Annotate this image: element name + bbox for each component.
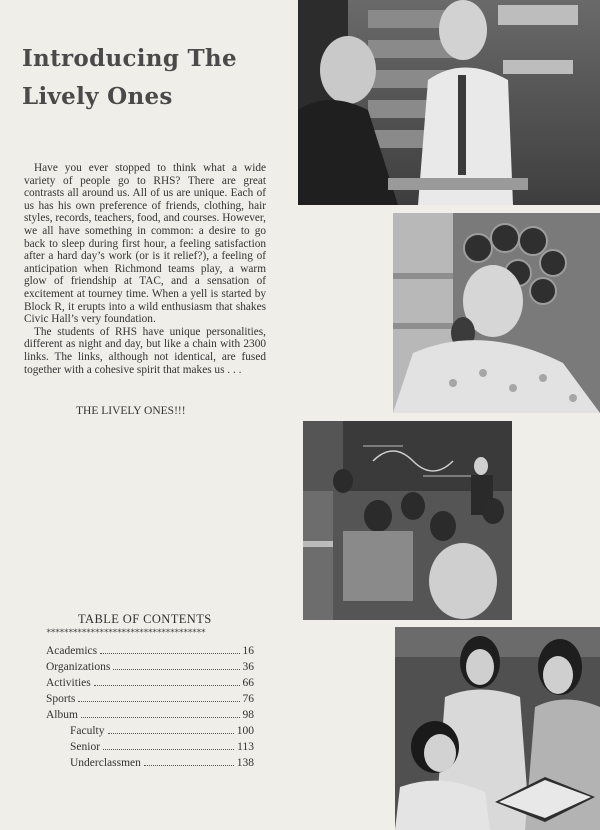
toc-label: Academics (46, 645, 98, 657)
toc-leader (94, 685, 240, 686)
toc-title: TABLE OF CONTENTS (78, 612, 212, 626)
toc-leader (78, 701, 239, 702)
intro-text (24, 162, 266, 376)
table-of-contents (46, 645, 254, 773)
toc-leader (108, 733, 234, 734)
toc-entry-sports[interactable] (46, 693, 254, 709)
photo-girl-curlers-phone (393, 213, 600, 413)
toc-leader (103, 749, 234, 750)
toc-leader (100, 653, 239, 654)
toc-label: Album (46, 709, 78, 721)
photo-students-at-shelves (298, 0, 600, 205)
toc-entry-senior[interactable] (46, 741, 254, 757)
intro-paragraph-1: Have you ever stopped to think what a wide variety of people go to RHS? There are great contrasts all around us. All of us are unique. Each of us has his own preference of friends, clothing, hair styles, records, teachers, food, and courses. However, we all have something in common: a desire to go back to sleep during first hour, a feeling satisfaction after a hard day’s work (or is it relief?), a feeling of anticipation when Richmond teams play, a warm glow of friendship at TAC, and a sensation of excitement at tourney time. When a yell is started by Block R, it erupts into a wild enthusiasm that shakes Civic Hall’s very foundation. (24, 162, 266, 326)
intro-paragraph-2: The students of RHS have unique personalities, different as night and day, but like a chain with 2300 links. The links, although not identical, are fused together with a cohesive spirit that makes us . . . (24, 325, 266, 376)
toc-entry-album[interactable] (46, 709, 254, 725)
toc-page: 36 (242, 661, 254, 673)
photo-girls-with-book (395, 627, 600, 830)
toc-label: Faculty (70, 725, 105, 737)
toc-page: 100 (236, 725, 254, 737)
toc-page: 76 (242, 693, 254, 705)
title-line-1: Introducing The (22, 45, 237, 72)
toc-page: 98 (242, 709, 254, 721)
toc-label: Senior (70, 741, 101, 753)
toc-label: Organizations (46, 661, 111, 673)
toc-page: 16 (242, 645, 254, 657)
toc-entry-academics[interactable] (46, 645, 254, 661)
toc-label: Underclassmen (70, 757, 141, 769)
toc-leader (144, 765, 234, 766)
toc-label: Activities (46, 677, 91, 689)
toc-page: 138 (236, 757, 254, 769)
toc-page: 113 (237, 741, 254, 753)
title-line-2: Lively Ones (22, 83, 173, 110)
page-title (22, 40, 292, 116)
toc-entry-underclassmen[interactable] (46, 757, 254, 773)
photo-classroom (303, 421, 512, 620)
toc-entry-activities[interactable] (46, 677, 254, 693)
toc-page: 66 (242, 677, 254, 689)
toc-divider: ************************************ (46, 628, 206, 638)
toc-leader (81, 717, 240, 718)
toc-leader (113, 669, 239, 670)
toc-entry-organizations[interactable] (46, 661, 254, 677)
toc-entry-faculty[interactable] (46, 725, 254, 741)
tagline: THE LIVELY ONES!!! (76, 405, 186, 417)
toc-label: Sports (46, 693, 76, 705)
